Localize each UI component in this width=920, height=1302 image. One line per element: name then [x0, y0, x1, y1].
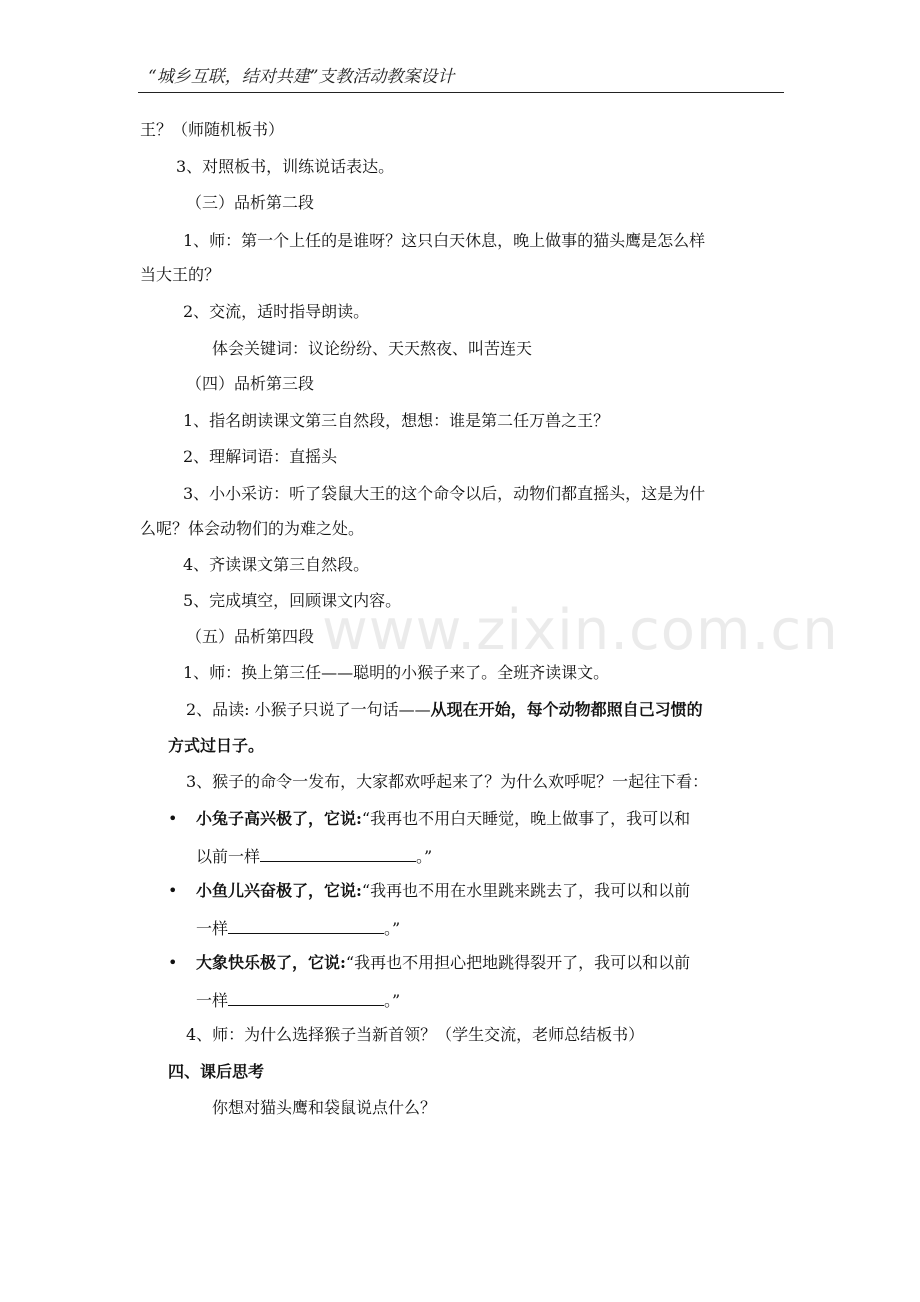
text-line: 体会关键词：议论纷纷、天天熬夜、叫苦连天	[212, 339, 533, 358]
section-heading: （四）品析第三段	[186, 374, 315, 393]
text-line: 4、齐读课文第三自然段。	[183, 555, 370, 574]
document-header-title: “城乡互联，结对共建”支教活动教案设计	[148, 67, 455, 87]
text-line: 5、完成填空，回顾课文内容。	[183, 591, 402, 610]
bold-quote: 从现在开始，每个动物都照自己习惯的	[430, 700, 703, 719]
text-line: 4、师：为什么选择猴子当新首领？（学生交流，老师总结板书）	[186, 1025, 645, 1044]
fill-blank[interactable]	[260, 845, 416, 862]
header-divider	[138, 92, 784, 93]
bold-quote-continued: 方式过日子。	[168, 736, 265, 755]
bullet-speaker: 小鱼儿兴奋极了，它说:	[196, 881, 362, 900]
text-line: 3、对照板书，训练说话表达。	[176, 157, 395, 176]
bullet-text: 。”	[384, 991, 401, 1010]
text-line: 3、小小采访：听了袋鼠大王的这个命令以后，动物们都直摇头，这是为什	[183, 484, 706, 503]
text-line: 1、师：第一个上任的是谁呀？这只白天休息，晚上做事的猫头鹰是怎么样	[183, 231, 706, 250]
bullet-speaker: 大象快乐极了，它说:	[196, 953, 346, 972]
bullet-item	[196, 953, 690, 973]
text-line: 3、猴子的命令一发布，大家都欢呼起来了？为什么欢呼呢？一起往下看：	[186, 772, 709, 791]
bullet-icon: •	[168, 809, 178, 828]
text-line: 1、指名朗读课文第三自然段，想想：谁是第二任万兽之王？	[183, 411, 610, 430]
bullet-text: 。”	[416, 847, 433, 866]
section-heading-bold: 四、课后思考	[168, 1062, 265, 1081]
bullet-text: 以前一样	[196, 847, 261, 866]
bullet-text: 一样	[196, 919, 229, 938]
bullet-item-continued	[196, 845, 432, 867]
bullet-quote: “我再也不用在水里跳来跳去了，我可以和以前	[361, 881, 691, 900]
fill-blank[interactable]	[228, 989, 384, 1006]
bullet-quote: “我再也不用白天睡觉，晚上做事了，我可以和	[361, 809, 691, 828]
text-line: 1、师：换上第三任——聪明的小猴子来了。全班齐读课文。	[183, 663, 610, 682]
bullet-item-continued	[196, 989, 400, 1011]
text-line: 当大王的？	[140, 265, 221, 284]
text-line: 2、理解词语：直摇头	[183, 447, 338, 466]
text-line: 你想对猫头鹰和袋鼠说点什么？	[212, 1098, 437, 1117]
bullet-speaker: 小兔子高兴极了，它说:	[196, 809, 362, 828]
fill-blank[interactable]	[228, 917, 384, 934]
text-line-prefix: 2、品读: 小猴子只说了一句话——	[186, 700, 431, 719]
bullet-icon: •	[168, 953, 178, 972]
bullet-text: 。”	[384, 919, 401, 938]
bullet-quote: “我再也不用担心把地跳得裂开了，我可以和以前	[345, 953, 691, 972]
watermark: www.zixin.com.cn	[322, 598, 839, 663]
bullet-text: 一样	[196, 991, 229, 1010]
bullet-icon: •	[168, 881, 178, 900]
text-line: 2、交流，适时指导朗读。	[183, 302, 370, 321]
text-line: 王？（师随机板书）	[140, 120, 285, 139]
text-line: 么呢？体会动物们的为难之处。	[140, 519, 365, 538]
bullet-item-continued	[196, 917, 400, 939]
bullet-item	[196, 809, 690, 829]
text-line	[186, 700, 703, 720]
section-heading: （三）品析第二段	[186, 193, 315, 212]
bullet-item	[196, 881, 690, 901]
section-heading: （五）品析第四段	[186, 627, 315, 646]
